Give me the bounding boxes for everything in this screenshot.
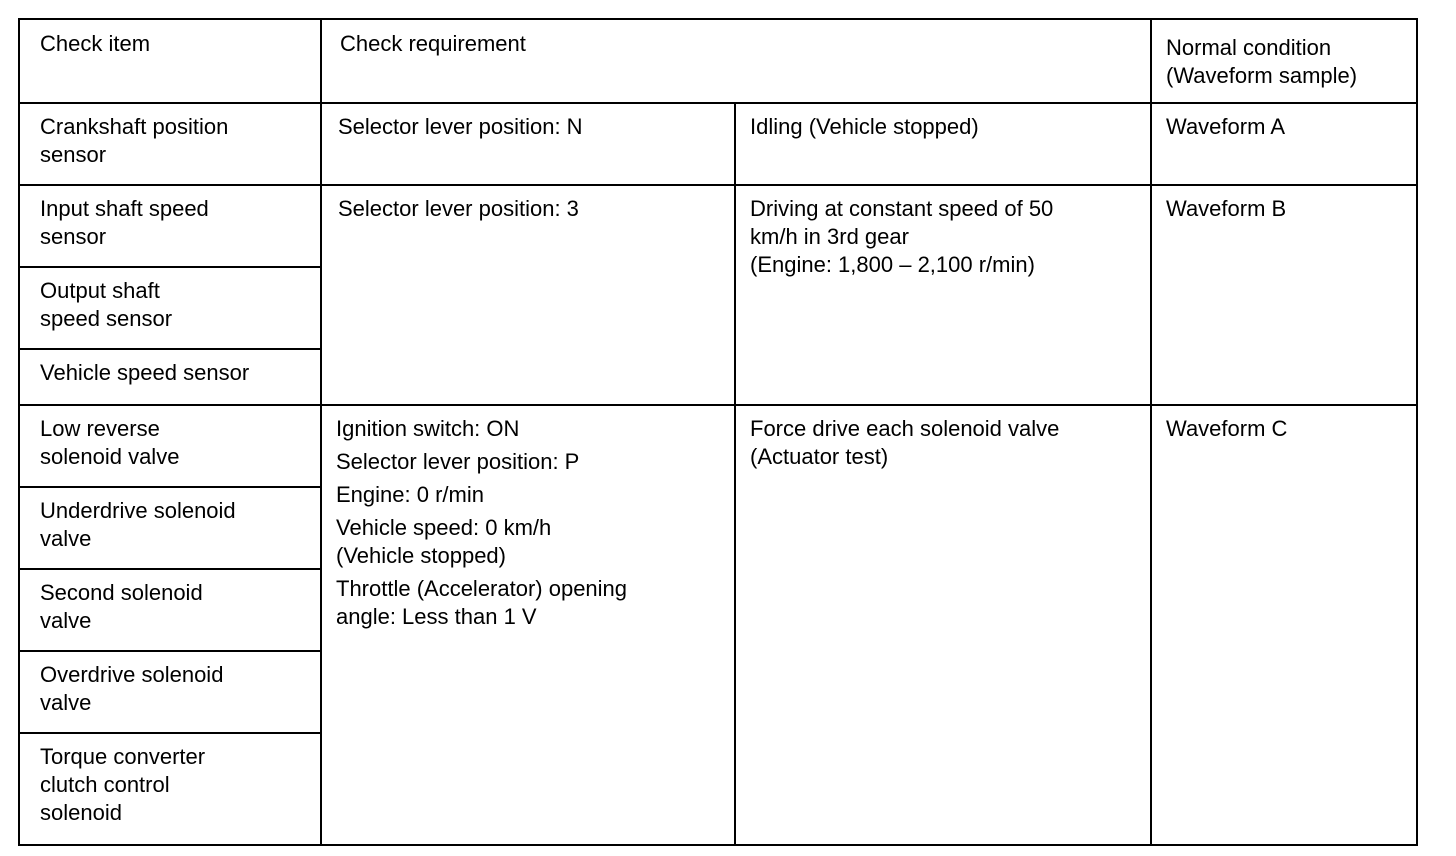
check-item-line: Second solenoid bbox=[40, 580, 203, 605]
check-item-cell bbox=[19, 569, 321, 651]
requirement-line: Selector lever position: P bbox=[336, 449, 580, 474]
check-item-line: valve bbox=[40, 526, 92, 551]
check-table bbox=[18, 18, 1418, 846]
check-item-cell bbox=[19, 733, 321, 845]
check-item-cell bbox=[19, 349, 321, 405]
table-row bbox=[19, 405, 1417, 487]
header-normal-condition-line-2: (Waveform sample) bbox=[1166, 63, 1358, 88]
check-item-line: Output shaft bbox=[40, 278, 160, 303]
check-item-line: clutch control bbox=[40, 772, 170, 797]
check-item-line: solenoid bbox=[40, 800, 122, 825]
check-item-line: Torque converter bbox=[40, 744, 206, 769]
condition-line: km/h in 3rd gear bbox=[750, 224, 909, 249]
requirement-line: (Vehicle stopped) bbox=[336, 543, 506, 568]
condition-line: (Engine: 1,800 – 2,100 r/min) bbox=[750, 252, 1035, 277]
check-item-line: valve bbox=[40, 608, 92, 633]
requirement-line: Selector lever position: 3 bbox=[338, 196, 579, 221]
check-item-line: sensor bbox=[40, 224, 107, 249]
condition-cell bbox=[735, 185, 1151, 405]
header-check-requirement bbox=[321, 19, 1151, 103]
check-item-cell bbox=[19, 185, 321, 267]
requirement-line: Selector lever position: N bbox=[338, 114, 583, 139]
requirement-line: Ignition switch: ON bbox=[336, 416, 520, 441]
requirement-cell bbox=[321, 103, 735, 185]
waveform-label: Waveform B bbox=[1166, 196, 1287, 221]
table-row bbox=[19, 103, 1417, 185]
waveform-label: Waveform A bbox=[1166, 114, 1285, 139]
check-item-line: Crankshaft position bbox=[40, 114, 229, 139]
requirement-cell bbox=[321, 405, 735, 845]
header-row bbox=[19, 19, 1417, 103]
requirement-line: angle: Less than 1 V bbox=[336, 604, 537, 629]
check-item-cell bbox=[19, 487, 321, 569]
table-row bbox=[19, 185, 1417, 267]
check-item-line: Input shaft speed bbox=[40, 196, 209, 221]
check-item-line: valve bbox=[40, 690, 92, 715]
waveform-cell bbox=[1151, 103, 1417, 185]
requirement-line: Vehicle speed: 0 km/h bbox=[336, 515, 552, 540]
condition-cell bbox=[735, 405, 1151, 845]
header-normal-condition-line-1: Normal condition bbox=[1166, 35, 1332, 60]
header-normal-condition bbox=[1151, 19, 1417, 103]
waveform-cell bbox=[1151, 185, 1417, 405]
waveform-cell bbox=[1151, 405, 1417, 845]
check-item-line: solenoid valve bbox=[40, 444, 180, 469]
waveform-label: Waveform C bbox=[1166, 416, 1288, 441]
condition-line: Force drive each solenoid valve bbox=[750, 416, 1060, 441]
condition-line: (Actuator test) bbox=[750, 444, 889, 469]
check-item-cell bbox=[19, 405, 321, 487]
check-item-line: Overdrive solenoid bbox=[40, 662, 224, 687]
condition-line: Idling (Vehicle stopped) bbox=[750, 114, 979, 139]
header-check-item bbox=[19, 19, 321, 103]
header-check-item-label: Check item bbox=[40, 31, 151, 56]
condition-cell bbox=[735, 103, 1151, 185]
check-item-line: Low reverse bbox=[40, 416, 160, 441]
check-item-line: Underdrive solenoid bbox=[40, 498, 236, 523]
check-item-cell bbox=[19, 103, 321, 185]
requirement-line: Throttle (Accelerator) opening bbox=[336, 576, 628, 601]
check-item-cell bbox=[19, 651, 321, 733]
check-item-line: speed sensor bbox=[40, 306, 173, 331]
requirement-cell bbox=[321, 185, 735, 405]
header-check-requirement-label: Check requirement bbox=[340, 31, 526, 56]
check-item-line: sensor bbox=[40, 142, 107, 167]
requirement-line: Engine: 0 r/min bbox=[336, 482, 484, 507]
condition-line: Driving at constant speed of 50 bbox=[750, 196, 1054, 221]
check-item-line: Vehicle speed sensor bbox=[40, 360, 250, 385]
check-item-cell bbox=[19, 267, 321, 349]
